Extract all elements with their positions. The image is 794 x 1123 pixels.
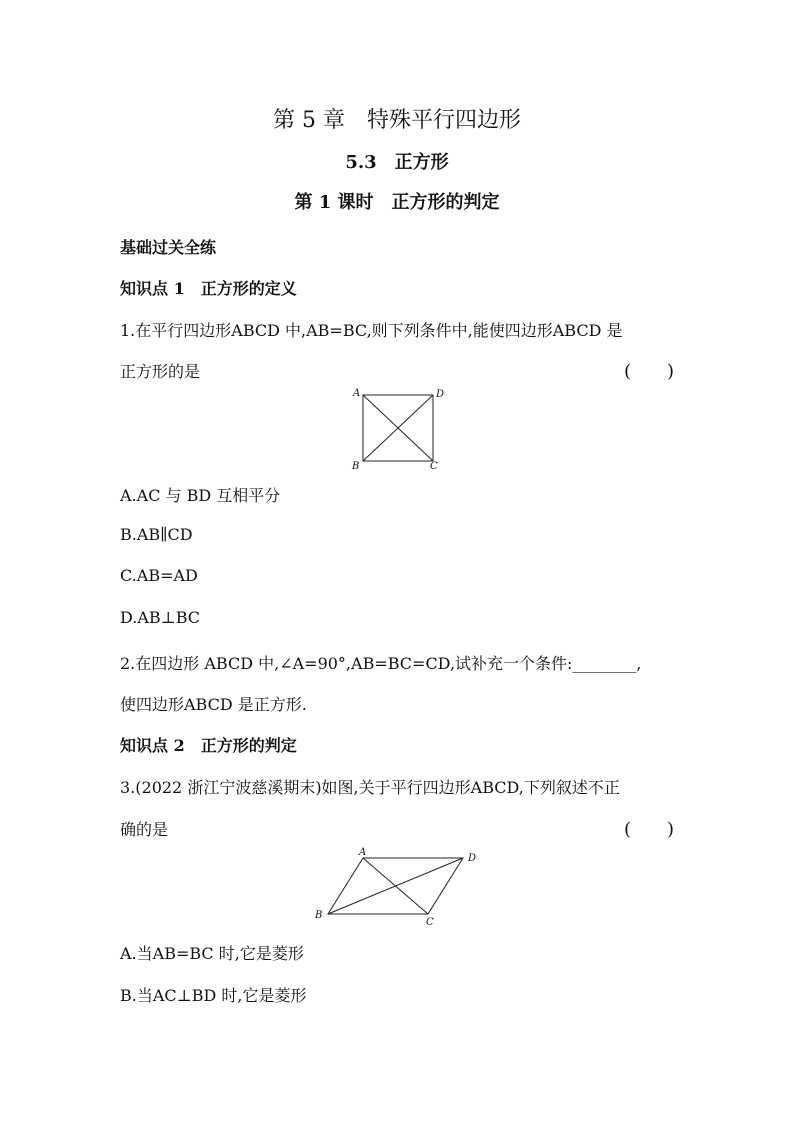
question-1-option-b: B.AB∥CD	[120, 525, 193, 544]
vertex-label-a: A	[353, 388, 361, 399]
parallelogram-figure	[310, 844, 485, 928]
question-3-line-2: 确的是	[120, 820, 169, 839]
vertex-label-b: B	[352, 461, 360, 470]
vertex-label-d: D	[468, 853, 477, 864]
square-figure	[340, 384, 450, 470]
question-3-option-a: A.当AB=BC 时,它是菱形	[120, 944, 304, 963]
section-title: 5.3 正方形	[345, 152, 449, 173]
vertex-label-b: B	[315, 910, 323, 921]
question-2-line-2: 使四边形ABCD 是正方形.	[120, 695, 307, 714]
question-2-line-1: 2.在四边形 ABCD 中,∠A=90°,AB=BC=CD,试补充一个条件:________,	[120, 654, 642, 673]
vertex-label-c: C	[426, 917, 434, 928]
question-3-option-b: B.当AC⊥BD 时,它是菱形	[120, 986, 307, 1005]
chapter-title: 第 5 章 特殊平行四边形	[273, 108, 521, 133]
vertex-label-d: D	[436, 389, 445, 400]
knowledge-point-2-heading: 知识点 2 正方形的判定	[120, 736, 297, 755]
knowledge-point-1-heading: 知识点 1 正方形的定义	[120, 279, 297, 298]
lesson-title: 第 1 课时 正方形的判定	[294, 192, 500, 213]
diagonal-bd	[328, 858, 463, 914]
question-1-line-1: 1.在平行四边形ABCD 中,AB=BC,则下列条件中,能使四边形ABCD 是	[120, 321, 623, 340]
vertex-label-c: C	[430, 461, 438, 470]
question-1-option-d: D.AB⊥BC	[120, 608, 200, 627]
question-1-line-2: 正方形的是	[120, 362, 201, 381]
question-1-option-a: A.AC 与 BD 互相平分	[120, 486, 281, 505]
question-3-line-1: 3.(2022 浙江宁波慈溪期末)如图,关于平行四边形ABCD,下列叙述不正	[120, 778, 620, 797]
vertex-label-a: A	[359, 847, 367, 858]
question-1-option-c: C.AB=AD	[120, 566, 198, 585]
practice-heading: 基础过关全练	[120, 238, 217, 257]
answer-parentheses-1: ( )	[624, 361, 675, 382]
answer-parentheses-3: ( )	[624, 819, 675, 840]
